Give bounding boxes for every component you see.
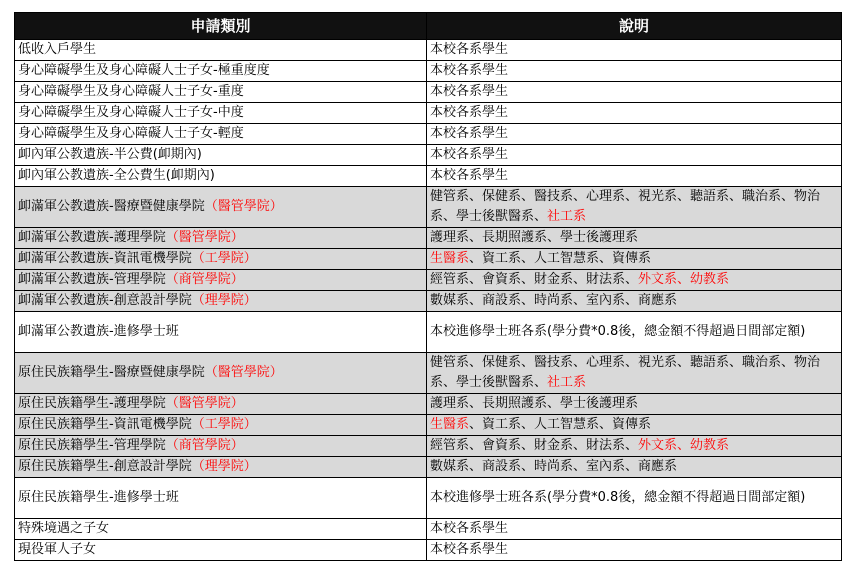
- category-cell: [15, 291, 427, 312]
- category-cell: [15, 249, 427, 270]
- category-cell: 卹內軍公教遺族-全公費生(卹期內): [15, 166, 427, 187]
- category-cell: [15, 415, 427, 436]
- description-cell: 本校各系學生: [427, 540, 842, 561]
- category-cell: [15, 353, 427, 394]
- table-row: [15, 353, 842, 394]
- category-text: 卹滿軍公教遺族-管理學院: [18, 272, 166, 287]
- description-text: 、資工系、人工智慧系、資傳系: [469, 251, 652, 266]
- description-text: 、資工系、人工智慧系、資傳系: [469, 417, 652, 432]
- category-text: 卹滿軍公教遺族-醫療暨健康學院: [18, 199, 205, 214]
- category-cell: [15, 187, 427, 228]
- table-row: [15, 228, 842, 249]
- category-text: 卹滿軍公教遺族-資訊電機學院: [18, 251, 192, 266]
- category-text: 原住民族籍學生-護理學院: [18, 396, 166, 411]
- description-highlight: 外文系、幼教系: [638, 438, 730, 453]
- table-row: [15, 478, 842, 519]
- table-row: [15, 145, 842, 166]
- application-category-table: [14, 12, 842, 561]
- category-text: 卹滿軍公教遺族-護理學院: [18, 230, 166, 245]
- table-row: [15, 166, 842, 187]
- description-cell: 本校進修學士班各系(學分費*0.8後，總金額不得超過日間部定額): [427, 478, 842, 519]
- category-cell: [15, 457, 427, 478]
- description-cell: [427, 249, 842, 270]
- category-cell: 身心障礙學生及身心障礙人士子女-中度: [15, 103, 427, 124]
- description-text: 健管系、保健系、醫技系、心理系、視光系、聽語系、職治系、物治系、學士後獸醫系、: [430, 355, 821, 390]
- description-cell: [427, 436, 842, 457]
- application-table-container: [14, 12, 842, 561]
- table-row: [15, 61, 842, 82]
- table-row: [15, 124, 842, 145]
- description-cell: 本校各系學生: [427, 145, 842, 166]
- category-cell: 低收入戶學生: [15, 40, 427, 61]
- description-cell: [427, 270, 842, 291]
- description-highlight: 社工系: [547, 209, 587, 224]
- description-cell: [427, 415, 842, 436]
- table-header-row: [15, 13, 842, 40]
- category-cell: [15, 394, 427, 415]
- category-text: 原住民族籍學生-創意設計學院: [18, 459, 192, 474]
- college-tag: （醫管學院）: [165, 396, 244, 411]
- table-row: [15, 540, 842, 561]
- table-row: [15, 519, 842, 540]
- header-description: 說明: [427, 13, 842, 40]
- category-cell: 卹內軍公教遺族-半公費(卹期內): [15, 145, 427, 166]
- description-cell: 本校各系學生: [427, 103, 842, 124]
- description-cell: 數媒系、商設系、時尚系、室內系、商應系: [427, 457, 842, 478]
- table-row: [15, 291, 842, 312]
- description-highlight: 生醫系: [430, 251, 470, 266]
- category-cell: 卹滿軍公教遺族-進修學士班: [15, 312, 427, 353]
- description-cell: 本校各系學生: [427, 82, 842, 103]
- description-cell: 本校進修學士班各系(學分費*0.8後，總金額不得超過日間部定額): [427, 312, 842, 353]
- college-tag: （醫管學院）: [204, 365, 283, 380]
- description-text: 經管系、會資系、財金系、財法系、: [430, 272, 639, 287]
- description-cell: [427, 187, 842, 228]
- table-row: [15, 394, 842, 415]
- category-cell: [15, 436, 427, 457]
- category-text: 卹滿軍公教遺族-創意設計學院: [18, 293, 192, 308]
- description-cell: 數媒系、商設系、時尚系、室內系、商應系: [427, 291, 842, 312]
- table-row: [15, 436, 842, 457]
- description-cell: 護理系、長期照護系、學士後護理系: [427, 228, 842, 249]
- category-cell: 身心障礙學生及身心障礙人士子女-輕度: [15, 124, 427, 145]
- category-cell: 特殊境遇之子女: [15, 519, 427, 540]
- description-cell: 本校各系學生: [427, 61, 842, 82]
- category-cell: 身心障礙學生及身心障礙人士子女-極重度度: [15, 61, 427, 82]
- college-tag: （理學院）: [191, 293, 257, 308]
- category-text: 原住民族籍學生-資訊電機學院: [18, 417, 192, 432]
- college-tag: （工學院）: [191, 417, 257, 432]
- description-text: 健管系、保健系、醫技系、心理系、視光系、聽語系、職治系、物治系、學士後獸醫系、: [430, 189, 821, 224]
- description-cell: [427, 353, 842, 394]
- college-tag: （醫管學院）: [165, 230, 244, 245]
- college-tag: （商管學院）: [165, 438, 244, 453]
- category-cell: 身心障礙學生及身心障礙人士子女-重度: [15, 82, 427, 103]
- description-highlight: 生醫系: [430, 417, 470, 432]
- table-row: [15, 249, 842, 270]
- table-row: [15, 103, 842, 124]
- college-tag: （商管學院）: [165, 272, 244, 287]
- table-row: [15, 40, 842, 61]
- table-row: [15, 415, 842, 436]
- description-highlight: 社工系: [547, 375, 587, 390]
- table-row: [15, 82, 842, 103]
- description-cell: 本校各系學生: [427, 124, 842, 145]
- description-cell: 本校各系學生: [427, 519, 842, 540]
- description-cell: 本校各系學生: [427, 166, 842, 187]
- college-tag: （工學院）: [191, 251, 257, 266]
- header-category: 申請類別: [15, 13, 427, 40]
- description-highlight: 外文系、幼教系: [638, 272, 730, 287]
- table-row: [15, 312, 842, 353]
- college-tag: （理學院）: [191, 459, 257, 474]
- table-row: [15, 187, 842, 228]
- description-cell: 本校各系學生: [427, 40, 842, 61]
- category-cell: 原住民族籍學生-進修學士班: [15, 478, 427, 519]
- description-text: 經管系、會資系、財金系、財法系、: [430, 438, 639, 453]
- college-tag: （醫管學院）: [204, 199, 283, 214]
- table-row: [15, 457, 842, 478]
- table-row: [15, 270, 842, 291]
- category-cell: [15, 228, 427, 249]
- category-cell: [15, 270, 427, 291]
- category-text: 原住民族籍學生-管理學院: [18, 438, 166, 453]
- category-cell: 現役軍人子女: [15, 540, 427, 561]
- category-text: 原住民族籍學生-醫療暨健康學院: [18, 365, 205, 380]
- description-cell: 護理系、長期照護系、學士後護理系: [427, 394, 842, 415]
